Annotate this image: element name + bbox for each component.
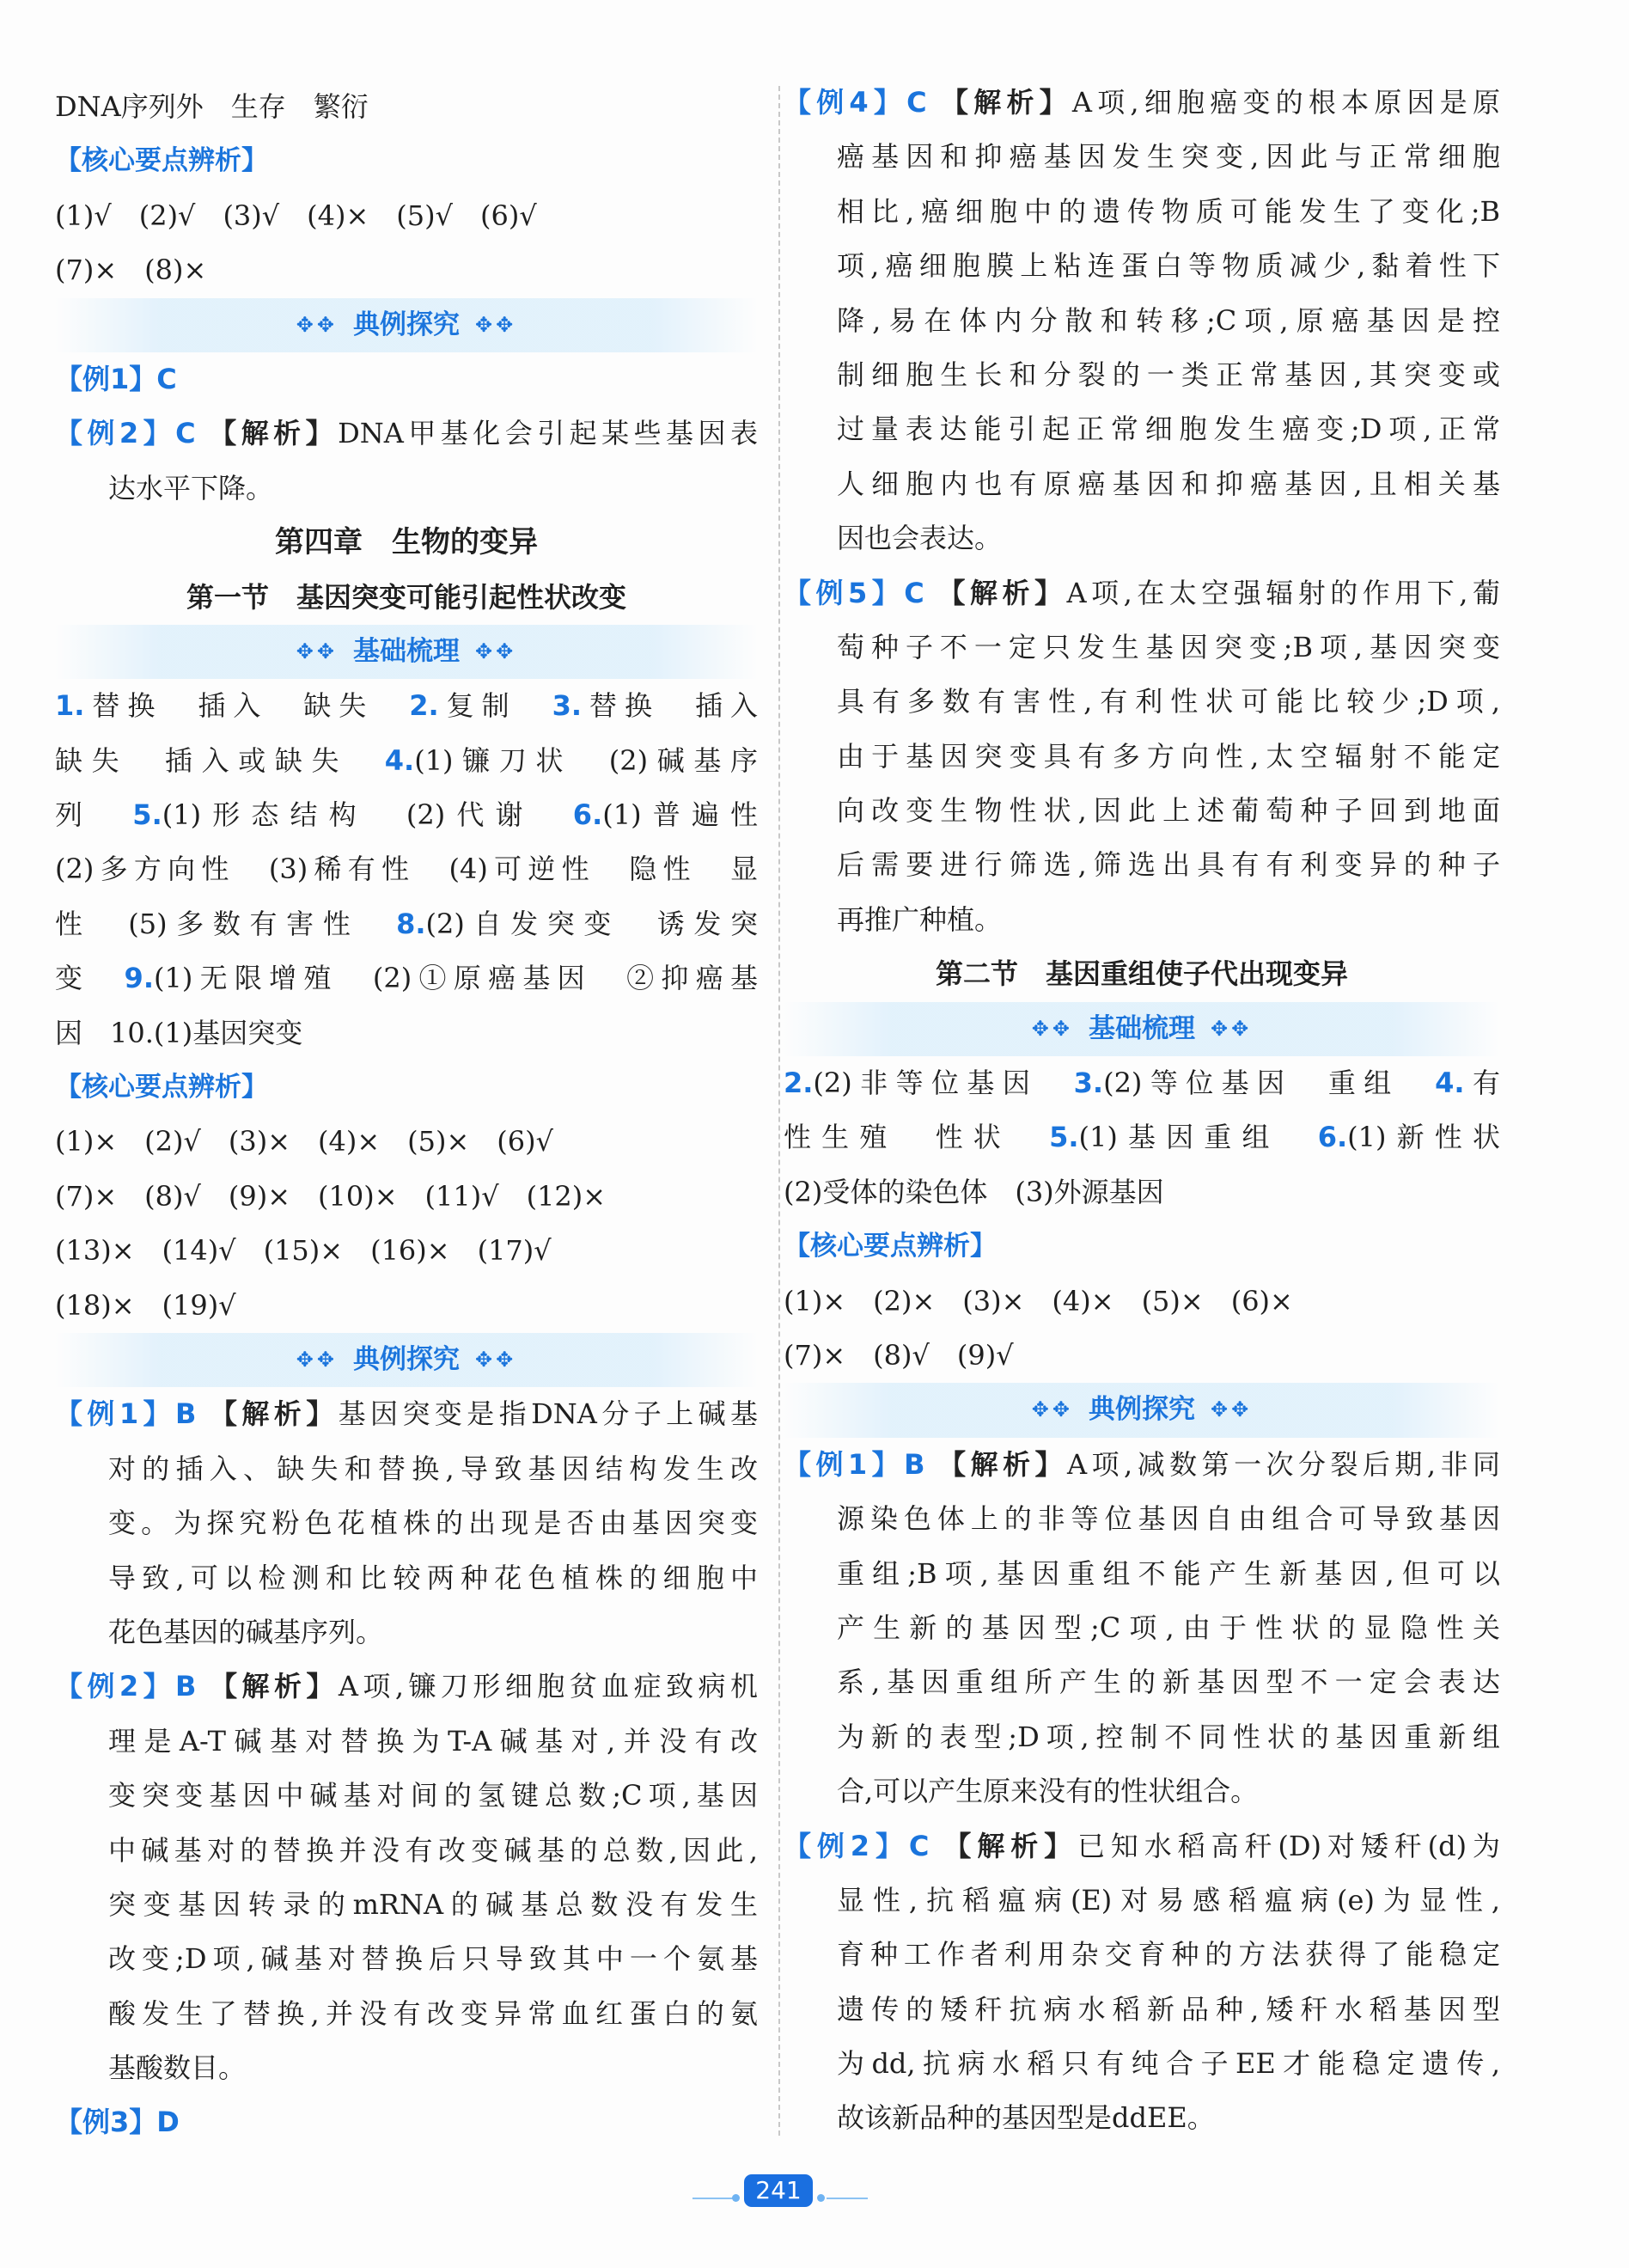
text-line: 再推广种植。	[837, 902, 1003, 936]
diamond-ornament-icon: ✥✥	[475, 1347, 517, 1372]
diamond-ornament-icon: ✥✥	[1211, 1397, 1253, 1422]
section-banner: ✥✥ 典例探究 ✥✥	[55, 298, 758, 352]
text-line: 【例2】C 【解析】已知水稻高秆(D)对矮秆(d)为	[784, 1829, 1500, 1862]
text-line: 【例5】C 【解析】A项,在太空强辐射的作用下,葡	[784, 576, 1500, 609]
text-line: 因也会表达。	[837, 522, 1003, 555]
text-line: 产生新的基因型;C项,由于性状的显隐性关	[837, 1611, 1500, 1644]
text-line: (13)× (14)√ (15)× (16)× (17)√	[55, 1234, 552, 1268]
text-line: 花色基因的碱基序列。	[108, 1615, 384, 1648]
text-line: 系,基因重组所产生的新基因型不一定会表达	[837, 1666, 1500, 1699]
text-line: 制细胞生长和分裂的一类正常基因,其突变或	[837, 358, 1500, 391]
section-block	[55, 1061, 758, 1115]
text-line: 合,可以产生原来没有的性状组合。	[837, 1775, 1259, 1808]
text-line: 缺失 插入或缺失 4.(1)镰刀状 (2)碱基序	[55, 743, 758, 777]
example-tag: 【例2】C	[784, 1829, 930, 1862]
item-number: 2.	[409, 689, 439, 723]
text-line: (7)× (8)√ (9)√	[784, 1338, 1014, 1372]
text-line: (2)多方向性 (3)稀有性 (4)可逆性 隐性 显	[55, 853, 758, 886]
text-line: 显性,抗稻瘟病(E)对易感稻瘟病(e)为显性,	[837, 1883, 1500, 1916]
text-line: (2)受体的染色体 (3)外源基因	[784, 1175, 1164, 1208]
text-line: DNA序列外 生存 繁衍	[55, 90, 369, 123]
example-tag: 【例2】B	[55, 1670, 197, 1703]
text-line: 萄种子不一定只发生基因突变;B项,基因突变	[837, 630, 1500, 663]
text-line: 变 9.(1)无限增殖 (2)①原癌基因 ②抑癌基	[55, 962, 758, 995]
example-block	[55, 1660, 758, 2095]
para-block	[55, 679, 758, 1061]
text-line: 【例1】B 【解析】A项,减数第一次分裂后期,非同	[784, 1447, 1500, 1481]
text-line: 性生殖 性状 5.(1)基因重组 6.(1)新性状	[784, 1121, 1500, 1154]
analysis-label: 【解析】	[943, 1829, 1078, 1862]
text-line: 由于基因突变具有多方向性,太空辐射不能定	[837, 739, 1500, 773]
right-column	[784, 76, 1500, 2146]
subsection-label: 【核心要点辨析】	[55, 1072, 268, 1103]
text-line: 【例2】C 【解析】DNA甲基化会引起某些基因表	[55, 417, 758, 450]
text-line: 2.(2)非等位基因 3.(2)等位基因 重组 4.有	[784, 1067, 1500, 1100]
text-line: 人细胞内也有原癌基因和抑癌基因,且相关基	[837, 467, 1500, 500]
analysis-label: 【解析】	[941, 86, 1072, 119]
text-line: (1)× (2)× (3)× (4)× (5)× (6)×	[784, 1284, 1293, 1317]
text-block	[784, 1275, 1500, 1384]
text-block	[55, 80, 758, 134]
text-line: 向改变生物性状,因此上述葡萄种子回到地面	[837, 794, 1500, 828]
text-line: 达水平下降。	[108, 471, 274, 504]
text-line: (18)× (19)√	[55, 1288, 236, 1322]
item-number: 1.	[55, 689, 85, 723]
analysis-label: 【解析】	[210, 1670, 339, 1703]
text-line: 因 10.(1)基因突变	[55, 1016, 303, 1049]
text-line: 理是A-T碱基对替换为T-A碱基对,并没有改	[108, 1724, 758, 1758]
example-block	[55, 352, 758, 407]
diamond-ornament-icon: ✥✥	[475, 639, 517, 663]
page-number-dot-right	[817, 2194, 825, 2202]
column-divider	[778, 86, 780, 2136]
heading-block	[55, 516, 758, 570]
item-number: 6.	[1317, 1121, 1348, 1154]
subheading-block	[784, 947, 1500, 1001]
example-tag: 【例1】C	[55, 362, 177, 395]
section-banner: ✥✥ 基础梳理 ✥✥	[784, 1002, 1500, 1056]
text-line: 相比,癌细胞中的遗传物质可能发生了变化;B	[837, 194, 1500, 228]
text-line: 故该新品种的基因型是ddEE。	[837, 2101, 1215, 2135]
text-line: 降,易在体内分散和转移;C项,原癌基因是控	[837, 303, 1500, 337]
diamond-ornament-icon: ✥✥	[1031, 1016, 1073, 1041]
example-block	[55, 2095, 758, 2149]
page-number-line-right	[827, 2198, 868, 2199]
text-line: (7)× (8)√ (9)× (10)× (11)√ (12)×	[55, 1179, 607, 1213]
text-line: 项,癌细胞膜上粘连蛋白等物质减少,黏着性下	[837, 249, 1500, 283]
text-line: 后需要进行筛选,筛选出具有有利变异的种子	[837, 848, 1500, 882]
subsection-label: 【核心要点辨析】	[55, 145, 268, 177]
diamond-ornament-icon: ✥✥	[296, 1347, 338, 1372]
banner-block	[55, 298, 758, 352]
example-tag: 【例3】D	[55, 2106, 180, 2139]
page-number-dot-left	[732, 2194, 740, 2202]
text-line: 具有多数有害性,有利性状可能比较少;D项,	[837, 685, 1500, 718]
diamond-ornament-icon: ✥✥	[1031, 1397, 1073, 1422]
section-block	[55, 134, 758, 188]
text-line: 突变基因转录的mRNA的碱基总数没有发生	[108, 1887, 758, 1921]
text-line: 遗传的矮秆抗病水稻新品种,矮秆水稻基因型	[837, 1992, 1500, 2026]
analysis-label: 【解析】	[937, 576, 1067, 609]
analysis-label: 【解析】	[209, 417, 339, 450]
item-number: 3.	[552, 689, 583, 723]
diamond-ornament-icon: ✥✥	[1211, 1016, 1253, 1041]
section-block	[784, 1220, 1500, 1274]
section-banner: ✥✥ 典例探究 ✥✥	[784, 1383, 1500, 1437]
text-line: 育种工作者利用杂交育种的方法获得了能稳定	[837, 1938, 1500, 1972]
analysis-label: 【解析】	[209, 1397, 339, 1431]
subheading-block	[55, 571, 758, 625]
example-tag: 【例4】C	[784, 86, 927, 119]
text-line: 导致,可以检测和比较两种花色植株的细胞中	[108, 1561, 758, 1594]
example-block	[784, 1819, 1500, 2146]
item-number: 4.	[384, 743, 415, 777]
text-line: 列 5.(1)形态结构 (2)代谢 6.(1)普遍性	[55, 798, 758, 832]
example-block	[784, 1438, 1500, 1819]
text-line: 性 (5)多数有害性 8.(2)自发突变 诱发突	[55, 907, 758, 940]
example-block	[55, 407, 758, 516]
diamond-ornament-icon: ✥✥	[296, 312, 338, 337]
subsection-label: 【核心要点辨析】	[784, 1231, 997, 1262]
text-line: (7)× (8)×	[55, 254, 207, 287]
text-line: 酸发生了替换,并没有改变异常血红蛋白的氨	[108, 1996, 758, 2030]
example-block	[784, 566, 1500, 948]
page-number-line-left	[692, 2198, 734, 2199]
example-block	[55, 1387, 758, 1660]
text-line: (1)× (2)√ (3)× (4)× (5)× (6)√	[55, 1125, 554, 1158]
section-title: 第二节 基因重组使子代出现变异	[935, 957, 1348, 991]
item-number: 9.	[124, 962, 154, 995]
text-line: 为新的表型;D项,控制不同性状的基因重新组	[837, 1720, 1500, 1753]
text-line	[55, 352, 758, 407]
text-line: 中碱基对的替换并没有改变碱基的总数,因此,	[108, 1833, 758, 1867]
text-line: 1.替换 插入 缺失 2.复制 3.替换 插入	[55, 689, 758, 723]
text-line: (1)√ (2)√ (3)√ (4)× (5)√ (6)√	[55, 199, 537, 232]
text-line: 对的插入、缺失和替换,导致基因结构发生改	[108, 1452, 758, 1485]
para-block	[784, 1056, 1500, 1220]
example-tag: 【例1】B	[784, 1447, 925, 1481]
example-tag: 【例1】B	[55, 1397, 197, 1431]
item-number: 8.	[396, 907, 426, 940]
text-block	[55, 1115, 758, 1333]
text-line: 源染色体上的非等位基因自由组合可导致基因	[837, 1502, 1500, 1536]
left-column	[55, 80, 758, 2150]
text-line: 重组;B项,基因重组不能产生新基因,但可以	[837, 1556, 1500, 1590]
item-number: 5.	[1049, 1121, 1079, 1154]
item-number: 3.	[1073, 1067, 1104, 1100]
section-banner: ✥✥ 基础梳理 ✥✥	[55, 625, 758, 679]
analysis-label: 【解析】	[938, 1447, 1068, 1481]
banner-block	[784, 1002, 1500, 1056]
item-number: 2.	[784, 1067, 814, 1100]
text-line	[55, 2095, 758, 2149]
page-number: 241	[744, 2174, 813, 2207]
text-line: 变。为探究粉色花植株的出现是否由基因突变	[108, 1507, 758, 1540]
text-line: 癌基因和抑癌基因发生突变,因此与正常细胞	[837, 140, 1500, 174]
banner-block	[784, 1383, 1500, 1437]
item-number: 6.	[572, 798, 603, 832]
section-banner: ✥✥ 典例探究 ✥✥	[55, 1333, 758, 1387]
example-tag: 【例2】C	[55, 417, 196, 450]
text-line: 【例2】B 【解析】A项,镰刀形细胞贫血症致病机	[55, 1670, 758, 1703]
text-line: 【例4】C 【解析】A项,细胞癌变的根本原因是原	[784, 86, 1500, 119]
text-line: 基酸数目。	[108, 2051, 247, 2085]
example-block	[784, 76, 1500, 566]
diamond-ornament-icon: ✥✥	[475, 312, 517, 337]
banner-block	[55, 1333, 758, 1387]
diamond-ornament-icon: ✥✥	[296, 639, 338, 663]
chapter-title: 第四章 生物的变异	[275, 525, 538, 560]
example-tag: 【例5】C	[784, 576, 924, 609]
item-number: 5.	[132, 798, 162, 832]
text-line: 变突变基因中碱基对间的氢键总数;C项,基因	[108, 1779, 758, 1813]
text-line: 为dd,抗病水稻只有纯合子EE才能稳定遗传,	[837, 2047, 1500, 2081]
banner-block	[55, 625, 758, 679]
section-title: 第一节 基因突变可能引起性状改变	[186, 580, 626, 614]
text-line: 改变;D项,碱基对替换后只导致其中一个氨基	[108, 1942, 758, 1976]
text-line: 【例1】B 【解析】基因突变是指DNA分子上碱基	[55, 1397, 758, 1431]
item-number: 4.	[1435, 1067, 1465, 1100]
text-block	[55, 189, 758, 298]
text-line: 过量表达能引起正常细胞发生癌变;D项,正常	[837, 413, 1500, 446]
